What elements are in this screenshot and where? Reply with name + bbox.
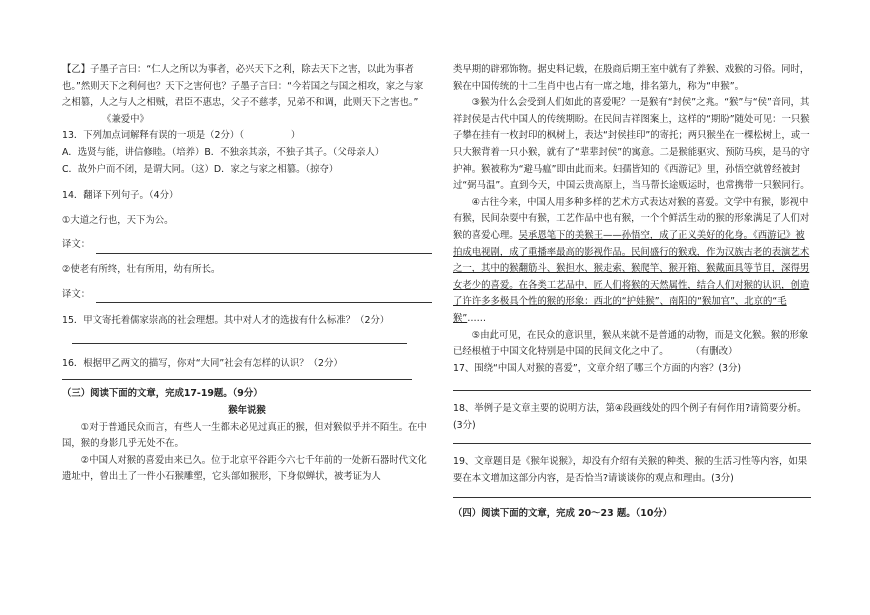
underlined-examples: 吴承恩笔下的美猴王——孙悟空，成了正义美好的化身。《西游记》被拍成电视剧，成了重播率最高的影视作品。民间盛行的猴戏，作为汉族古老的表演艺术之一，其中的猴翻筋斗、猴担水、猴走索、猴爬竿、猴开箱、猴戴面具等节目，深得男女老少的喜爱。在各类工艺品中，匠人们将猴的天然属性，结合人们对猴的认识，创造了许许多多极具个性的猴的形象：西北的“护娃猴”、南阳的“猴加官”、北京的“毛猴” bbox=[453, 229, 810, 324]
right-column bbox=[453, 62, 811, 522]
question-13: 13．下列加点词解释有误的一项是（2分）（ ） bbox=[62, 130, 301, 142]
paragraph-3: ③猴为什么会受到人们如此的喜爱呢？一是猴有“封侯”之兆。“猴”与“侯”音同，其祥封侯是古代中国人的传统期盼。在民间吉祥图案上，这样的“期盼”随处可见：一只猴子攀在挂有一枚封印的枫树上，表达“封侯挂印”的寄托；两只猴坐在一棵松树上，或一只大猴背着一只小猴，就有了“辈辈封侯”的寓意。二是猴能驱灾、预防马疾，是马的守护神。猴被称为“避马瘟”即由此而来。妇孺皆知的《西游记》里，孙悟空就曾经被封过“弼马温”。直到今天，中国云贵高原上，当马帮长途贩运时，也常携带一只猴同行。 bbox=[453, 97, 810, 192]
answer-line-1[interactable]: 译文： bbox=[62, 237, 432, 254]
question-18: 18、举例子是文章主要的说明方法，第④段画线处的四个例子有何作用?请简要分析。(3分) bbox=[453, 403, 807, 431]
question-17: 17、围绕“中国人对猴的喜爱”，文章介绍了哪三个方面的内容？(3分) bbox=[453, 362, 742, 374]
question-19: 19、文章题目是《猴年说猴》，却没有介绍有关猴的种类、猴的生活习性等内容，如果要在本文增加这部分内容，是否恰当?请谈谈你的观点和理由。(3分) bbox=[453, 456, 808, 485]
question-14: 14．翻译下列句子。（4分） bbox=[62, 190, 179, 202]
section-4-heading: （四）阅读下面的文章，完成 20～23 题。（10分） bbox=[453, 507, 673, 519]
answer-line-2[interactable]: 译文： bbox=[62, 287, 432, 304]
q13-options-ab: A．选贤与能，讲信修睦。（培养）B．不独亲其亲，不独子其子。（父母亲人） bbox=[62, 146, 385, 158]
paragraph-2-continued: 类早期的辟邪饰物。据史料记载，在殷商后期王室中就有了养猴、戏猴的习俗。同时，猴在中国传统的十二生肖中也占有一席之地，排名第九，称为“申猴”。 bbox=[453, 64, 810, 92]
left-column bbox=[62, 62, 432, 486]
q13-options-cd: C．故外户而不闭，是谓大同。（这）D．家之与家之相篡。（掠夺） bbox=[62, 163, 339, 175]
paragraph-2: ②中国人对猴的喜爱由来已久。位于北京平谷距今六七千年前的一处新石器时代文化遗址中，曾出土了一件小石猴雕塑，它头部如猴形，下身似蝉状，被考证为人 bbox=[62, 454, 427, 483]
question-15: 15．甲文寄托着儒家崇高的社会理想。其中对人才的选拔有什么标准？（2分） bbox=[62, 315, 390, 327]
article-title: 猴年说猴 bbox=[228, 404, 266, 416]
section-3-heading: （三）阅读下面的文章，完成17-19题。（9分） bbox=[62, 388, 263, 400]
question-16: 16．根据甲乙两文的描写，你对“大同”社会有怎样的认识？（2分） bbox=[62, 357, 343, 369]
q14-sentence-2: ②使老有所终，壮有所用，幼有所长。 bbox=[62, 263, 221, 275]
yi-passage: 【乙】子墨子言曰：“仁人之所以为事者，必兴天下之利，除去天下之害，以此为事者也。”然则天下之利何也？天下之害何也？子墨子言曰：“今若国之与国之相攻，家之与家之相篡，人之与人之相贼，君臣不惠忠，父子不慈孝，兄弟不和调，此则天下之害也。”《兼爱中》 bbox=[62, 64, 424, 125]
q14-sentence-1: ①大道之行也，天下为公。 bbox=[62, 214, 174, 226]
paragraph-1: ①对于普通民众而言，有些人一生都未必见过真正的猴，但对猴似乎并不陌生。在中国，猴的身影几乎无处不在。 bbox=[62, 421, 427, 450]
paragraph-5: ⑤由此可见，在民众的意识里，猴从来就不是普通的动物，而是文化猴。猴的形象已经根植于中国文化特别是中国的民间文化之中了。 （有删改） bbox=[453, 329, 809, 358]
paragraph-4: ④古往今来，中国人用多种多样的艺术方式表达对猴的喜爱。文学中有猴，影视中有猴，民间杂耍中有猴，工艺作品中也有猴，一个个鲜活生动的猴的形象满足了人们对猴的喜爱心理。吴承恩笔下的美猴王——孙悟空，成了正义美好的化身。《西游记》被拍成电视剧，成了重播率最高的影视作品。民间盛行的猴戏，作为汉族古老的表演艺术之一，其中的猴翻筋斗、猴担水、猴走索、猴爬竿、猴开箱、猴戴面具等节目，深得男女老少的喜爱。在各类工艺品中，匠人们将猴的天然属性，结合人们对猴的认识，创造了许许多多极具个性的猴的形象：西北的“护娃猴”、南阳的“猴加官”、北京的“毛猴”…… bbox=[453, 196, 810, 324]
